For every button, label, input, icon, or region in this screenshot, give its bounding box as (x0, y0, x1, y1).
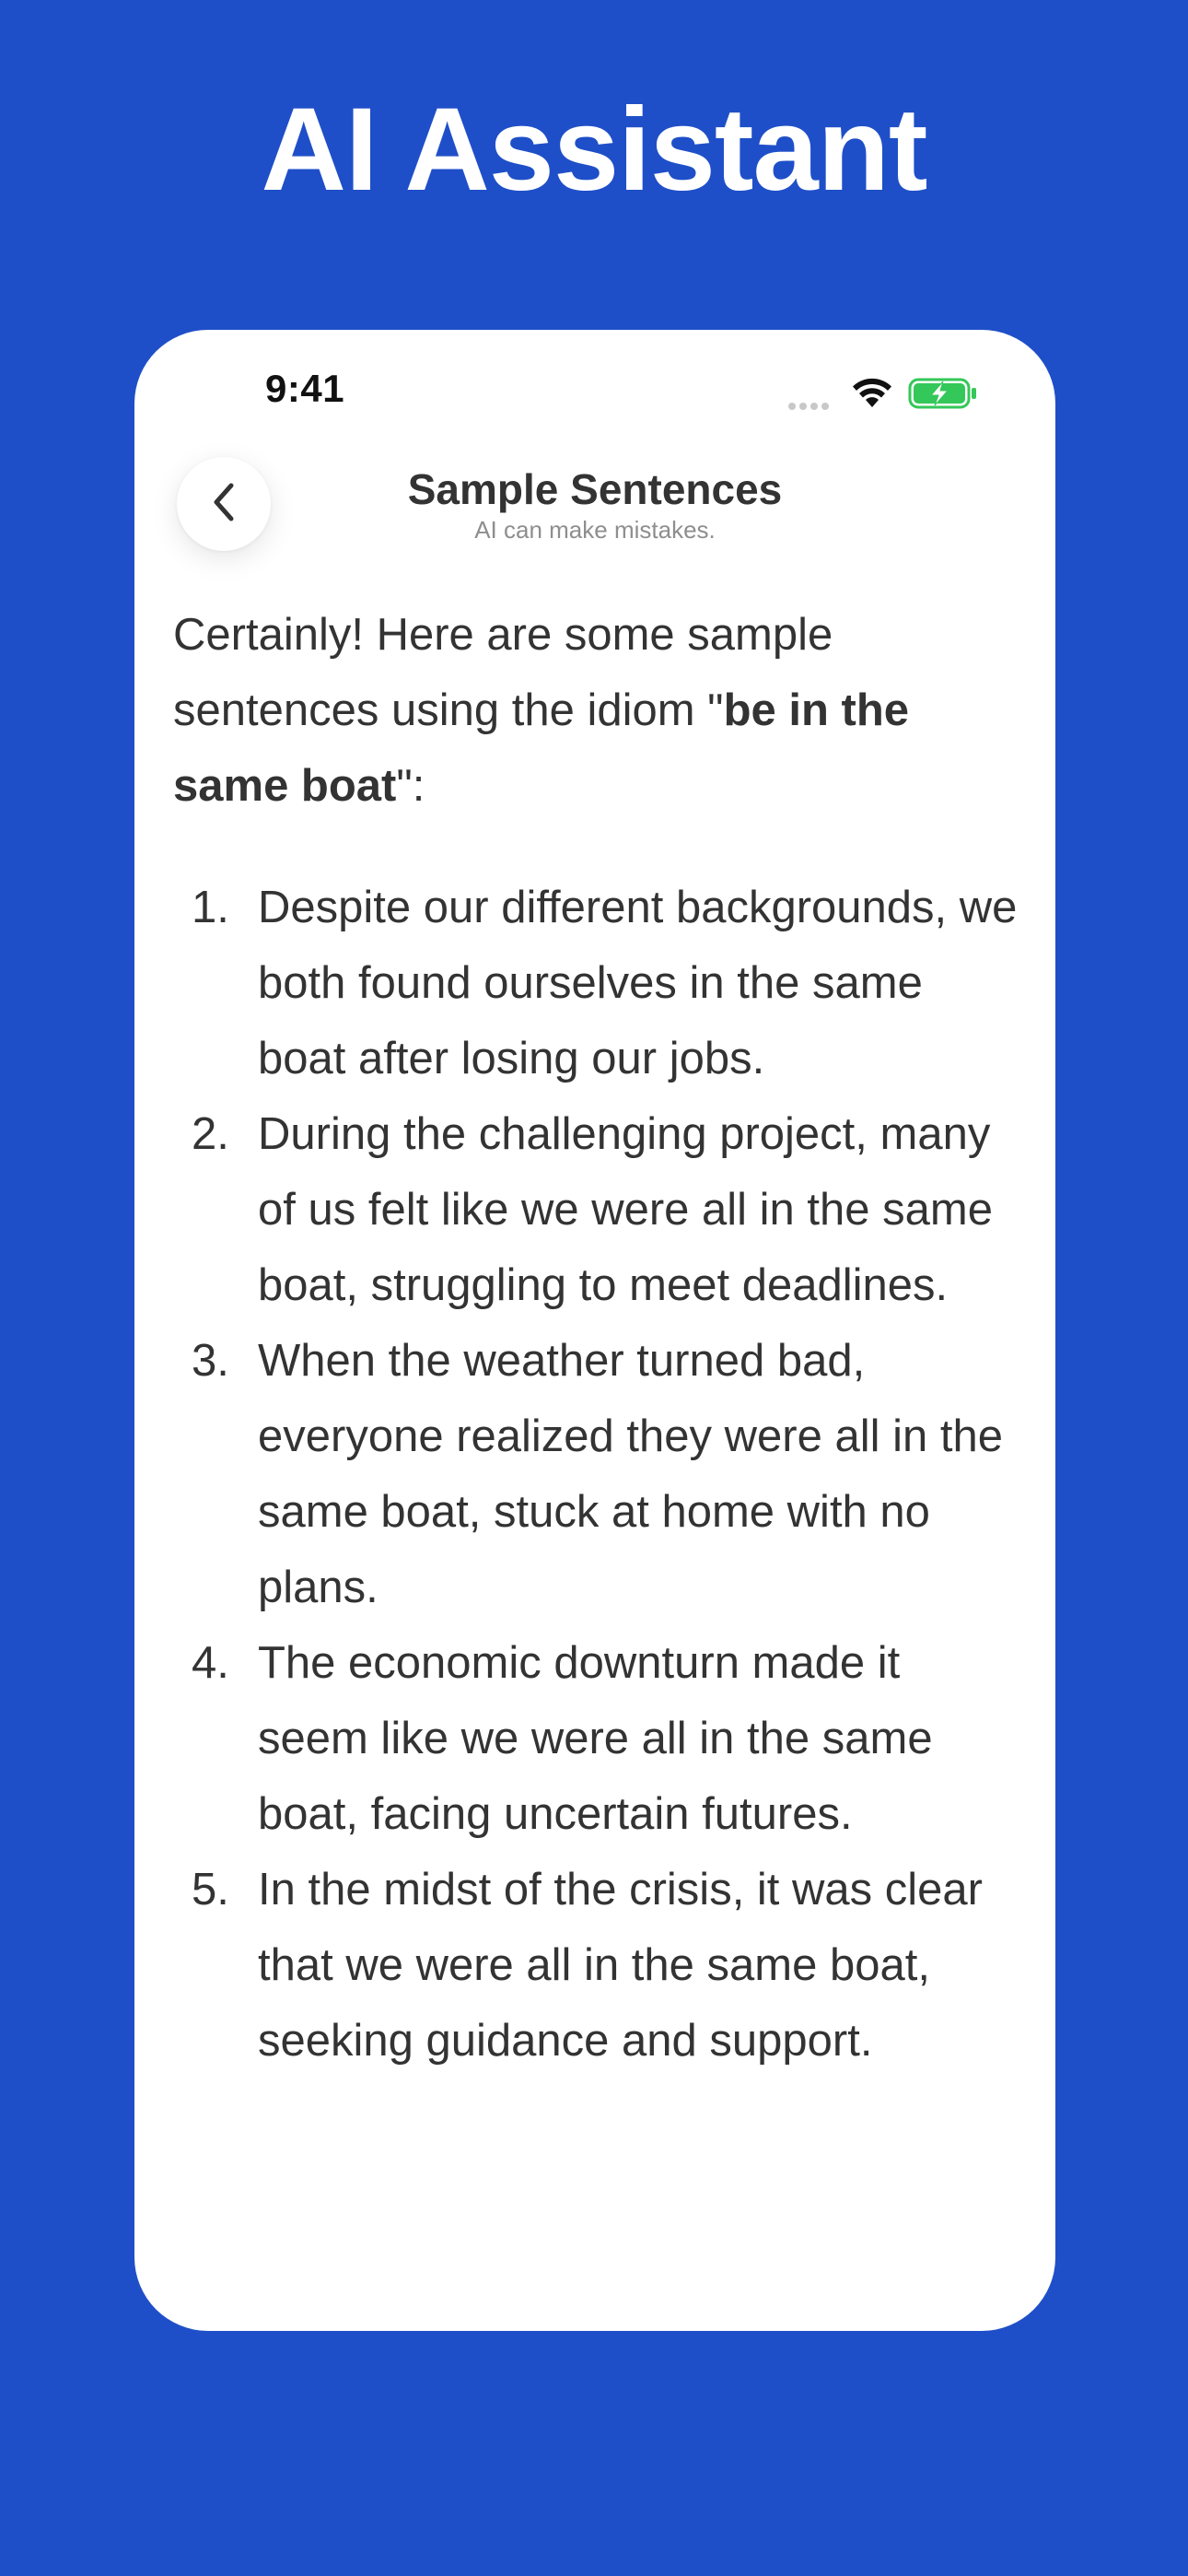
list-item (173, 1096, 1020, 1323)
page-title: Sample Sentences (407, 465, 783, 513)
sentence-list (173, 870, 1020, 2078)
list-text: The economic downturn made it seem like we were all in the same boat, facing uncertain futures. (258, 1638, 933, 1839)
hero-title: AI Assistant (261, 84, 927, 216)
message-intro (173, 597, 1020, 824)
list-item (173, 870, 1020, 1096)
list-number: 1. (192, 883, 229, 932)
list-item (173, 1852, 1020, 2078)
list-number: 3. (192, 1336, 229, 1386)
intro-suffix: ": (396, 761, 425, 811)
status-bar (134, 330, 1055, 440)
list-number: 5. (192, 1865, 229, 1914)
nav-bar (134, 440, 1055, 551)
idiom-text: be in the same boat (173, 685, 910, 811)
phone-screen (134, 330, 1055, 2331)
disclaimer-text: AI can make mistakes. (474, 516, 716, 544)
status-time: 9:41 (265, 367, 345, 410)
intro-text: Certainly! Here are some sample sentences using the idiom " (173, 610, 833, 735)
list-item (173, 1323, 1020, 1625)
list-number: 2. (192, 1109, 229, 1159)
battery-charging-icon (908, 378, 978, 414)
list-item (173, 1625, 1020, 1852)
wifi-icon (851, 376, 893, 414)
list-text: When the weather turned bad, everyone realized they were all in the same boat, stuck at home with no plans. (258, 1336, 1003, 1612)
list-number: 4. (192, 1638, 229, 1688)
list-text: Despite our different backgrounds, we both found ourselves in the same boat after losing our jobs. (258, 883, 1018, 1083)
list-text: In the midst of the crisis, it was clear that we were all in the same boat, seeking guidance and support. (258, 1865, 983, 2066)
list-text: During the challenging project, many of us felt like we were all in the same boat, struggling to meet deadlines. (258, 1109, 993, 1310)
cellular-signal-icon (788, 398, 833, 415)
assistant-message (173, 597, 1020, 2078)
